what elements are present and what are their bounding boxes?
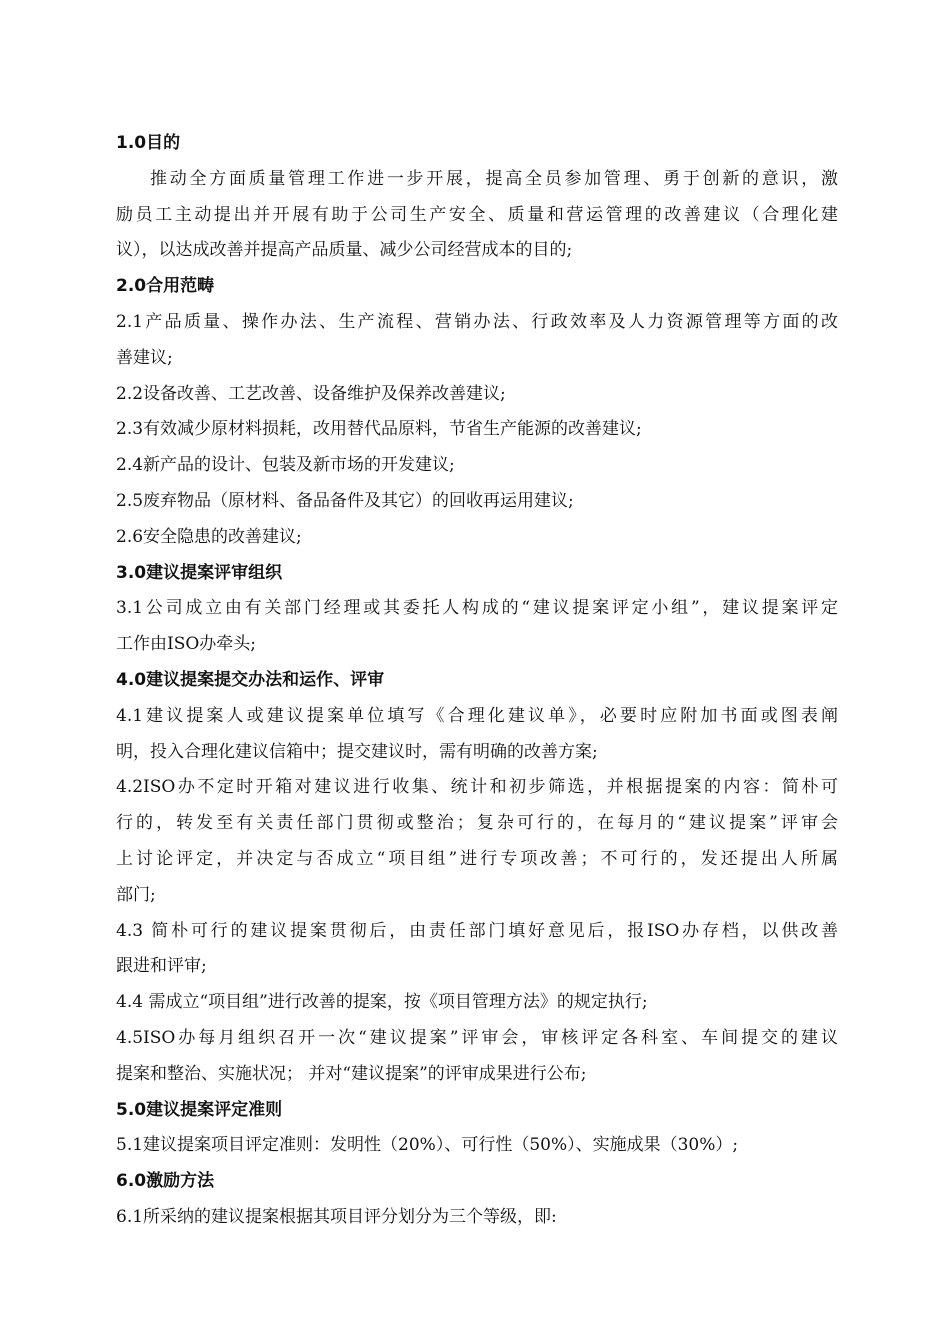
paragraph-line: 2.2设备改善、工艺改善、设备维护及保养改善建议; [116,383,506,404]
paragraph-line: 励员工主动提出并开展有助于公司生产安全、质量和营运管理的改善建议（合理化建 [116,204,838,225]
section-heading: 6.0激励方法 [116,1171,215,1192]
paragraph-line: 2.3有效减少原材料损耗，改用替代品原料，节省生产能源的改善建议; [116,419,642,440]
paragraph-line: 2.4新产品的设计、包装及新市场的开发建议; [116,455,455,476]
paragraph-line: 4.4 需成立“项目组”进行改善的提案，按《项目管理方法》的规定执行; [116,992,648,1013]
paragraph-line: 6.1所采纳的建议提案根据其项目评分划分为三个等级，即: [116,1206,557,1227]
paragraph-line: 提案和整治、实施状况； 并对“建议提案”的评审成果进行公布; [116,1063,587,1084]
paragraph-line: 跟进和评审; [116,956,207,977]
paragraph-line: 部门; [116,884,156,905]
paragraph-line: 行的，转发至有关责任部门贯彻或整治；复杂可行的，在每月的“建议提案”评审会 [116,813,838,834]
paragraph-line: 善建议; [116,347,173,368]
paragraph-line: 2.5废弃物品（原材料、备品备件及其它）的回收再运用建议; [116,490,574,511]
section-heading: 1.0目的 [116,133,181,153]
paragraph-line: 工作由ISO办牵头; [116,634,257,655]
paragraph-line: 2.6安全隐患的改善建议; [116,526,302,547]
paragraph-line: 5.1建议提案项目评定准则：发明性（20%）、可行性（50%）、实施成果（30%）; [116,1135,739,1156]
paragraph-line: 4.1建议提案人或建议提案单位填写《合理化建议单》，必要时应附加书面或图表阐 [116,705,838,726]
paragraph-line: 议），以达成改善并提高产品质量、减少公司经营成本的目的; [116,240,573,261]
paragraph-line: 4.2ISO办不定时开箱对建议进行收集、统计和初步筛选，并根据提案的内容：简朴可 [116,777,838,798]
paragraph-line: 4.5ISO办每月组织召开一次“建议提案”评审会，审核评定各科室、车间提交的建议 [116,1027,838,1048]
paragraph-line: 推动全方面质量管理工作进一步开展，提高全员参加管理、勇于创新的意识，激 [150,168,838,189]
paragraph-line: 明，投入合理化建议信箱中；提交建议时，需有明确的改善方案; [116,741,598,762]
section-heading: 4.0建议提案提交办法和运作、评审 [116,669,385,690]
paragraph-line: 2.1产品质量、操作办法、生产流程、营销办法、行政效率及人力资源管理等方面的改 [116,311,838,332]
paragraph-line: 3.1公司成立由有关部门经理或其委托人构成的“建议提案评定小组”，建议提案评定 [116,598,838,619]
paragraph-line: 4.3 简朴可行的建议提案贯彻后，由责任部门填好意见后，报ISO办存档，以供改善 [116,920,838,941]
section-heading: 3.0建议提案评审组织 [116,562,283,583]
document-body [116,126,838,1236]
paragraph-line: 上讨论评定，并决定与否成立“项目组”进行专项改善；不可行的，发还提出人所属 [116,848,838,869]
section-heading: 2.0合用范畴 [116,276,215,297]
section-heading: 5.0建议提案评定准则 [116,1099,283,1120]
